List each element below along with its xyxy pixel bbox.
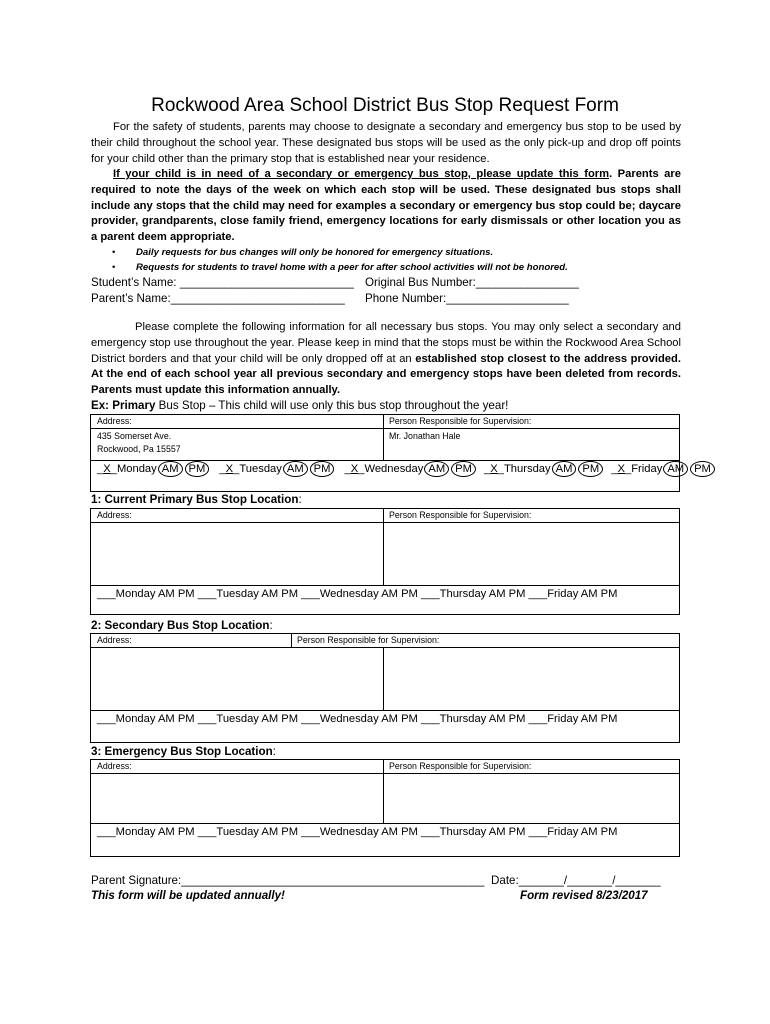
am-circle: AM	[158, 461, 183, 477]
primary-address-input[interactable]	[92, 523, 382, 584]
section-3-heading: 3: Emergency Bus Stop Location:	[91, 745, 276, 758]
pm-circle: PM	[690, 461, 715, 477]
secondary-stop-table	[90, 633, 680, 743]
am-circle: AM	[663, 461, 688, 477]
address-label: Address:	[97, 761, 132, 771]
am-circle: AM	[424, 461, 449, 477]
instructions: Please complete the following information for all necessary bus stops. You may only select a secondary and emergency stop use throughout the year. Please keep in mind that the stops must be within the Rockwood Area School District borders and that your child will be only dropped off at an established stop closest to the address provided. At the end of each school year all previous secondary and emergency stops have been deleted from records. Parents must update this information annually.	[91, 321, 681, 397]
form-revised-note: Form revised 8/23/2017	[520, 889, 648, 902]
example-table	[90, 414, 711, 492]
update-notice: If your child is in need of a secondary or emergency bus stop, please update this form	[113, 168, 610, 180]
person-label: Person Responsible for Supervision:	[389, 416, 532, 426]
pm-circle: PM	[451, 461, 476, 477]
secondary-address-input[interactable]	[92, 648, 382, 709]
page-title: Rockwood Area School District Bus Stop Request Form	[151, 95, 619, 116]
bullet-item: • Requests for students to travel home with a peer for after school activities will not be honored.	[112, 262, 568, 273]
person-label: Person Responsible for Supervision:	[297, 635, 440, 645]
parent-signature-field[interactable]: Parent Signature:_______________________________________________	[91, 874, 485, 887]
primary-days-row[interactable]: ___Monday AM PM ___Tuesday AM PM ___Wednesday AM PM ___Thursday AM PM ___Friday AM PM	[97, 588, 618, 600]
am-circle: AM	[552, 461, 577, 477]
pm-circle: PM	[185, 461, 210, 477]
parent-name-field[interactable]: Parent’s Name:___________________________	[91, 292, 345, 305]
example-heading: Ex: Primary Bus Stop – This child will use only this bus stop throughout the year!	[91, 399, 509, 412]
primary-person-input[interactable]	[385, 523, 679, 584]
address-label: Address:	[97, 510, 132, 520]
annual-update-note: This form will be updated annually!	[91, 889, 285, 902]
address-label: Address:	[97, 635, 132, 645]
date-field[interactable]: Date:_______/_______/_______	[491, 874, 661, 887]
bullet-item: • Daily requests for bus changes will only be honored for emergency situations.	[112, 247, 494, 258]
am-circle: AM	[283, 461, 308, 477]
primary-stop-table	[90, 508, 680, 615]
secondary-person-input[interactable]	[385, 648, 679, 709]
person-label: Person Responsible for Supervision:	[389, 510, 532, 520]
example-days-row: _X_Monday AM PM _X_Tuesday AM PM _X_Wednesday AM PM _X_Thursday AM PM _X_Friday AM PM	[97, 461, 716, 477]
section-2-heading: 2: Secondary Bus Stop Location:	[91, 619, 273, 632]
example-person: Mr. Jonathan Hale	[389, 431, 461, 441]
section-1-heading: 1: Current Primary Bus Stop Location:	[91, 493, 302, 506]
address-label: Address:	[97, 416, 132, 426]
student-name-field[interactable]: Student’s Name: ___________________________	[91, 276, 354, 289]
example-address-line2: Rockwood, Pa 15557	[97, 444, 181, 454]
emergency-person-input[interactable]	[385, 774, 679, 822]
requirement-text: . Parents are required to note the days of the week on which each stop will be used. These designated bus stops shall include any stops that the child may need for examples a secondary or emergency bus stop could be; daycare provider, grandparents, close family friend, emergency locations for early dismissals or other location you as a parent deem appropriate.	[91, 168, 681, 244]
emergency-stop-table	[90, 759, 680, 857]
example-address-line1: 435 Somerset Ave.	[97, 431, 172, 441]
intro-paragraph: For the safety of students, parents may choose to designate a secondary and emergency bus stop to be used by their child throughout the school year. These designated bus stops will be used as the only pick-up and drop off points for your child other than the primary stop that is established near your residence.	[91, 121, 681, 165]
bus-number-field[interactable]: Original Bus Number:________________	[365, 276, 579, 289]
pm-circle: PM	[578, 461, 603, 477]
secondary-days-row[interactable]: ___Monday AM PM ___Tuesday AM PM ___Wednesday AM PM ___Thursday AM PM ___Friday AM PM	[97, 713, 618, 725]
emergency-days-row[interactable]: ___Monday AM PM ___Tuesday AM PM ___Wednesday AM PM ___Thursday AM PM ___Friday AM PM	[97, 826, 618, 838]
person-label: Person Responsible for Supervision:	[389, 761, 532, 771]
phone-number-field[interactable]: Phone Number:___________________	[365, 292, 569, 305]
emergency-address-input[interactable]	[92, 774, 382, 822]
pm-circle: PM	[310, 461, 335, 477]
intro-requirement	[91, 167, 681, 246]
